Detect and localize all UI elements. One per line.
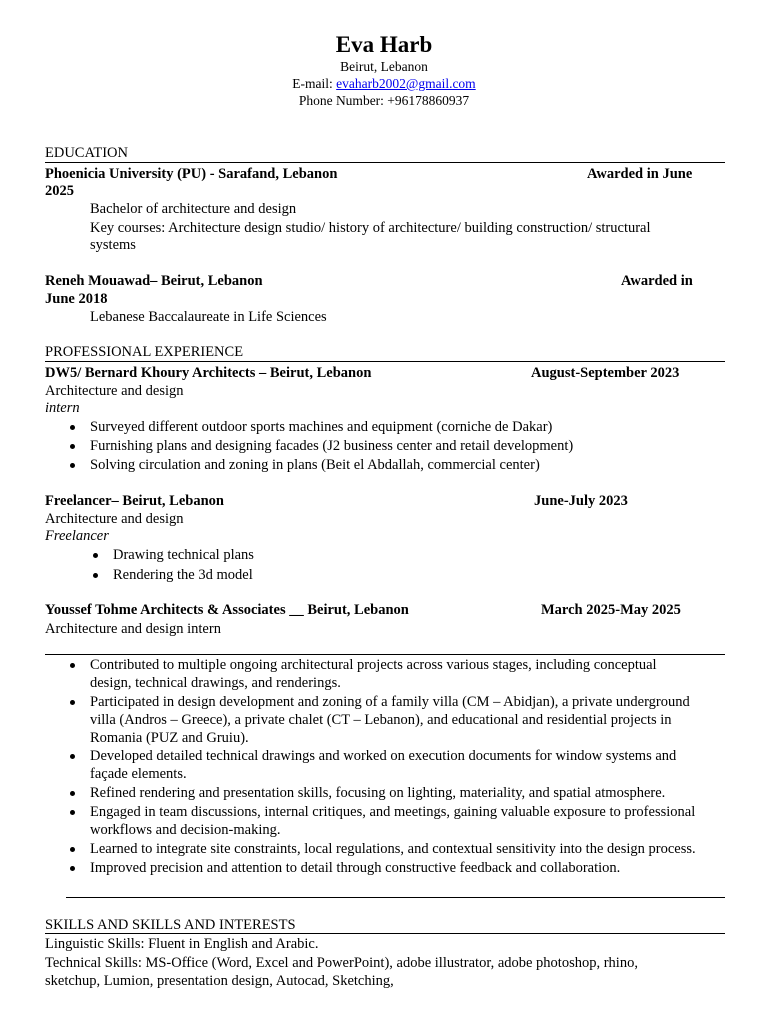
job-company: Freelancer– Beirut, Lebanon	[45, 493, 224, 509]
education-date-continued: June 2018	[45, 291, 108, 307]
job-company: Youssef Tohme Architects & Associates __ Beirut, Lebanon	[45, 602, 409, 618]
education-institution: Reneh Mouawad– Beirut, Lebanon	[45, 273, 263, 289]
experience-end-divider	[66, 897, 725, 898]
job-bullet-line: Developed detailed technical drawings and worked on execution documents for window systems and	[90, 748, 677, 764]
job-bullet: Furnishing plans and designing facades (J2 business center and retail development)	[90, 438, 574, 454]
job-bullet: Learned to integrate site constraints, local regulations, and contextual sensitivity into the design process.	[90, 841, 696, 857]
job-company: DW5/ Bernard Khoury Architects – Beirut, Lebanon	[45, 365, 372, 381]
job-bullet-line: villa (Andros – Greece), a private chalet (CT – Lebanon), and educational and residential projects in	[90, 712, 672, 728]
job-bullet: Refined rendering and presentation skills, focusing on lighting, materiality, and spatial atmosphere.	[90, 785, 666, 801]
education-courses-continued: systems	[90, 237, 136, 253]
skills-heading: SKILLS AND SKILLS AND INTERESTS	[45, 917, 296, 933]
phone-number: Phone Number: +96178860937	[298, 93, 470, 108]
email-label: E-mail:	[292, 76, 333, 91]
education-date: Awarded in	[621, 273, 693, 289]
job-bullet-line: workflows and decision-making.	[90, 822, 281, 838]
skills-divider	[45, 933, 725, 934]
job-date: August-September 2023	[531, 365, 680, 381]
job-bullet-line: Contributed to multiple ongoing architectural projects across various stages, including conceptual	[90, 657, 657, 673]
education-institution: Phoenicia University (PU) - Sarafand, Lebanon	[45, 166, 338, 182]
education-degree: Lebanese Baccalaureate in Life Sciences	[90, 309, 327, 325]
job-bullet-line: façade elements.	[90, 766, 187, 782]
job-bullet	[90, 656, 657, 692]
job-date: March 2025-May 2025	[541, 602, 681, 618]
experience-divider	[45, 361, 725, 362]
email-line	[0, 75, 768, 92]
job-divider	[45, 654, 725, 655]
technical-skills: Technical Skills: MS-Office (Word, Excel and PowerPoint), adobe illustrator, adobe photoshop, rhino,	[45, 955, 638, 971]
job-date: June-July 2023	[534, 493, 628, 509]
job-bullet: Rendering the 3d model	[113, 567, 253, 583]
education-divider	[45, 162, 725, 163]
technical-skills-continued: sketchup, Lumion, presentation design, Autocad, Sketching,	[45, 973, 394, 989]
job-role: intern	[45, 400, 80, 416]
job-bullet-line: Engaged in team discussions, internal critiques, and meetings, gaining valuable exposure to professional	[90, 804, 696, 820]
education-courses: Key courses: Architecture design studio/ history of architecture/ building construction/ structural	[90, 220, 651, 236]
education-degree: Bachelor of architecture and design	[90, 201, 297, 217]
job-bullet: Drawing technical plans	[113, 547, 254, 563]
job-bullet: Solving circulation and zoning in plans (Beit el Abdallah, commercial center)	[90, 457, 540, 473]
email-link[interactable]: evaharb2002@gmail.com	[336, 76, 476, 91]
job-bullet	[90, 747, 676, 783]
job-bullet	[90, 693, 690, 747]
job-bullet-line: design, technical drawings, and renderings.	[90, 675, 341, 691]
education-date: Awarded in June	[587, 166, 693, 182]
job-bullet	[90, 803, 695, 839]
resume-name: Eva Harb	[335, 32, 433, 57]
job-bullet-line: Romania (PUZ and Gruiu).	[90, 730, 249, 746]
education-date-continued: 2025	[45, 183, 74, 199]
experience-heading: PROFESSIONAL EXPERIENCE	[45, 344, 244, 360]
job-bullet: Surveyed different outdoor sports machines and equipment (corniche de Dakar)	[90, 419, 553, 435]
job-role: Freelancer	[45, 528, 109, 544]
job-field: Architecture and design intern	[45, 621, 221, 637]
job-field: Architecture and design	[45, 383, 184, 399]
location: Beirut, Lebanon	[340, 59, 428, 74]
job-bullet-line: Participated in design development and zoning of a family villa (CM – Abidjan), a private underground	[90, 694, 690, 710]
job-bullet: Improved precision and attention to detail through constructive feedback and collaboration.	[90, 860, 621, 876]
linguistic-skills: Linguistic Skills: Fluent in English and Arabic.	[45, 936, 319, 952]
job-field: Architecture and design	[45, 511, 184, 527]
education-heading: EDUCATION	[45, 145, 128, 161]
